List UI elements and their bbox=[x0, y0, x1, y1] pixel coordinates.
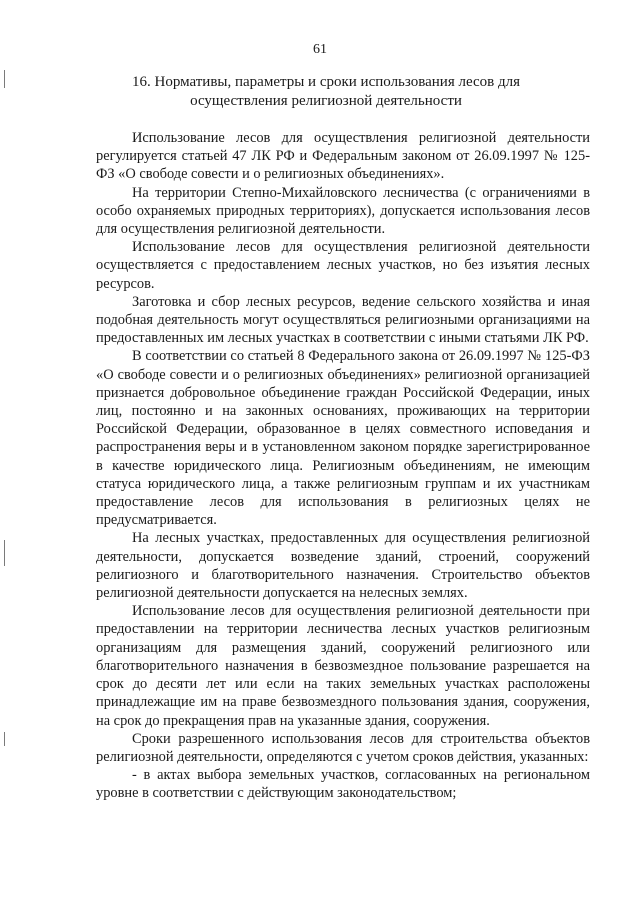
paragraph: Заготовка и сбор лесных ресурсов, ведение сельского хозяйства и иная подобная деятельность могут осуществляться религиозными организациями на предоставленных им лесных участках в соответствии с иными статьями ЛК РФ. bbox=[96, 293, 590, 347]
scan-edge-mark bbox=[4, 732, 5, 746]
list-item: - в актах выбора земельных участков, согласованных на региональном уровне в соответствии с действующим законодательством; bbox=[96, 767, 590, 802]
section-heading bbox=[96, 73, 556, 111]
page-number: 61 bbox=[313, 42, 327, 57]
paragraph: На территории Степно-Михайловского лесничества (с ограничениями в особо охраняемых природных территориях), допускается использования лесов для осуществления религиозной деятельности. bbox=[96, 184, 590, 238]
paragraph: На лесных участках, предоставленных для осуществления религиозной деятельности, допускается возведение зданий, строений, сооружений религиозного и благотворительного назначения. Строительство объектов религиозной деятельности допускается на нелесных землях. bbox=[96, 530, 590, 602]
paragraph: В соответствии со статьей 8 Федерального закона от 26.09.1997 № 125-ФЗ «О свободе совести и о религиозных объединениях» религиозной организацией признается добровольное объединение граждан Российской Федерации, иных лиц, постоянно и на законных основаниях, проживающих на территории Российской Федерации, образованное в целях совместного исповедания и распространения веры и в установленном законом порядке зарегистрированное в качестве юридического лица. Религиозным объединениям, не имеющим статуса юридического лица, а также религиозным группам и их участникам предоставление лесов для использования в религиозных целях не предусматривается. bbox=[96, 348, 590, 529]
section-heading-line-1: 16. Нормативы, параметры и сроки использования лесов для bbox=[131, 74, 520, 90]
document-body bbox=[96, 129, 590, 803]
paragraph: Использование лесов для осуществления религиозной деятельности регулируется статьей 47 ЛК РФ и Федеральным законом от 26.09.1997 № 125-ФЗ «О свободе совести и о религиозных объединениях». bbox=[96, 130, 590, 183]
section-heading-line-2: осуществления религиозной деятельности bbox=[190, 93, 462, 109]
paragraph: Использование лесов для осуществления религиозной деятельности осуществляется с предоставлением лесных участков, но без изъятия лесных ресурсов. bbox=[96, 239, 590, 292]
scan-edge-mark bbox=[4, 70, 5, 88]
paragraph: Сроки разрешенного использования лесов для строительства объектов религиозной деятельности, определяются с учетом сроков действия, указанных: bbox=[96, 730, 590, 765]
paragraph: Использование лесов для осуществления религиозной деятельности при предоставлении на территории лесничества лесных участков религиозным организациям для размещения зданий, сооружений религиозного или благотворительного назначения в безвозмездное пользование разрешается на срок до десяти лет или если на таких земельных участках расположены принадлежащие им на праве безвозмездного пользования здания, сооружения, на срок до прекращения прав на указанные здания, сооружения. bbox=[96, 603, 590, 729]
scan-edge-mark bbox=[4, 540, 5, 566]
